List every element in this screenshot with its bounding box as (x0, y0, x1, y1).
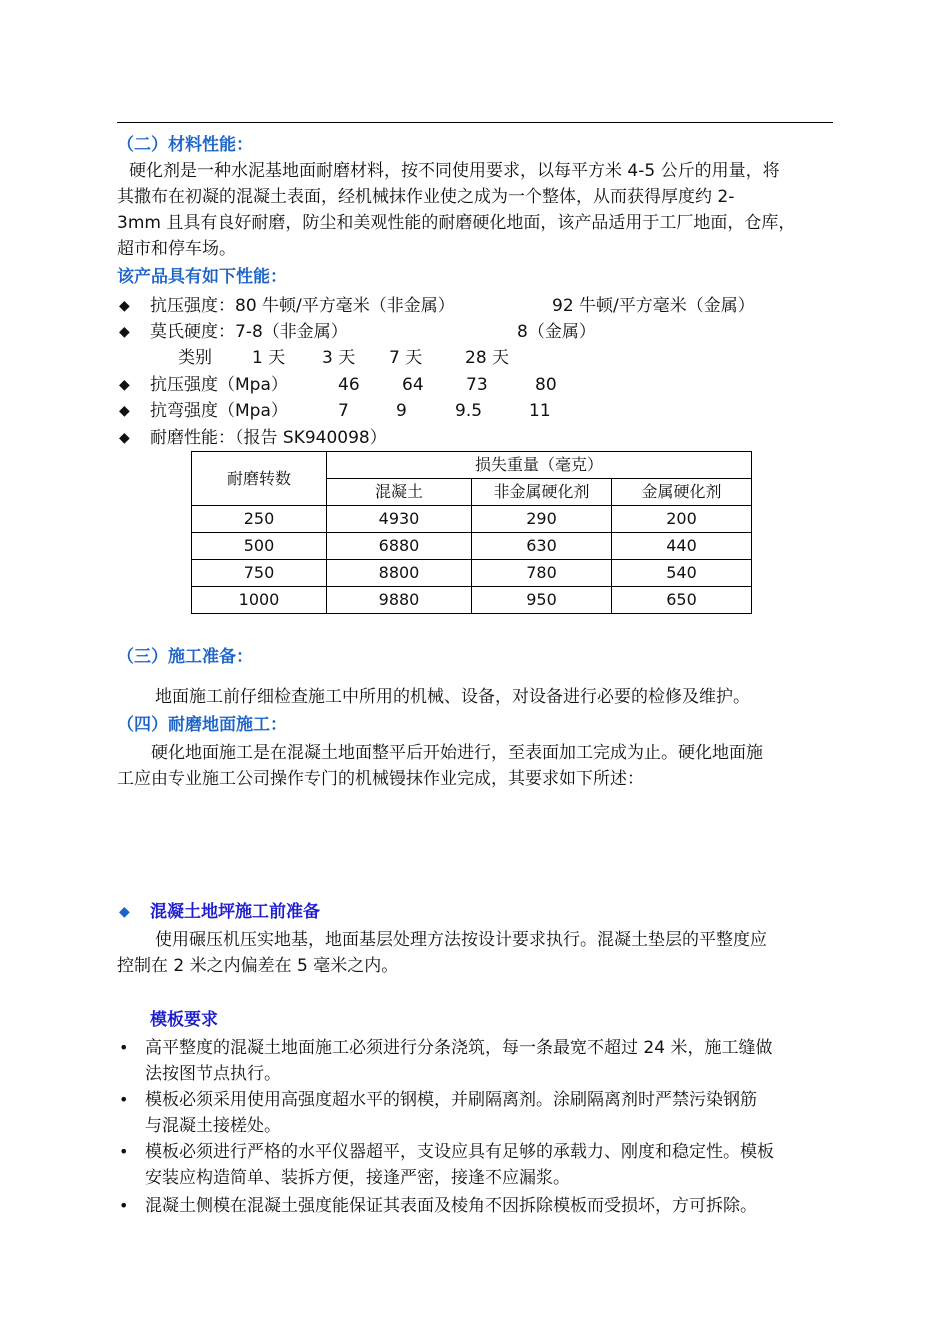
table-row (192, 506, 752, 533)
flexural-mpa-value: 11 (529, 401, 551, 421)
flexural-mpa-value: 7 (338, 401, 349, 421)
compressive-strength: 抗压强度：80 牛顿/平方毫米（非金属） (150, 296, 455, 316)
wear-loss-table (191, 451, 752, 614)
section4-line: 工应由专业施工公司操作专门的机械镘抹作业完成，其要求如下所述： (117, 769, 644, 789)
bullet-diamond-icon: ◆ (119, 904, 130, 920)
formwork-item-line: 法按图节点执行。 (145, 1064, 281, 1084)
age-day-28: 28 天 (465, 348, 510, 368)
intro-line: 超市和停车场。 (117, 239, 236, 259)
age-category-label: 类别 (178, 348, 212, 368)
col-header-concrete: 混凝土 (327, 479, 472, 506)
table-cell: 290 (472, 506, 612, 533)
table-cell: 9880 (327, 587, 472, 614)
performance-heading: 该产品具有如下性能： (117, 267, 287, 287)
table-cell: 780 (472, 560, 612, 587)
compressive-mpa-value: 80 (535, 375, 557, 395)
section2-heading: （二）材料性能： (117, 135, 253, 155)
bullet-dot-icon: • (119, 1038, 129, 1057)
section4-text (117, 740, 835, 792)
bullet-diamond-icon: ◆ (119, 403, 130, 419)
formwork-item-line: 安装应构造简单、装拆方便，接逢严密，接逢不应漏浆。 (145, 1168, 570, 1188)
age-day-3: 3 天 (322, 348, 356, 368)
bullet-dot-icon: • (119, 1196, 129, 1215)
compressive-mpa-label: 抗压强度（Mpa） (150, 375, 288, 395)
section3-heading: （三）施工准备： (117, 647, 253, 667)
table-cell: 950 (472, 587, 612, 614)
header-rule (117, 122, 833, 123)
table-cell: 500 (192, 533, 327, 560)
formwork-item-line: 模板必须进行严格的水平仪器超平，支设应具有足够的承载力、刚度和稳定性。模板 (145, 1142, 774, 1162)
bullet-diamond-icon: ◆ (119, 430, 130, 446)
col-header-metal: 金属硬化剂 (612, 479, 752, 506)
prep-text (117, 927, 835, 979)
bullet-dot-icon: • (119, 1142, 129, 1161)
table-cell: 8800 (327, 560, 472, 587)
table-row (192, 587, 752, 614)
prep-heading: 混凝土地坪施工前准备 (150, 902, 320, 922)
table-cell: 440 (612, 533, 752, 560)
bullet-diamond-icon: ◆ (119, 298, 130, 314)
formwork-item-line: 高平整度的混凝土地面施工必须进行分条浇筑，每一条最宽不超过 24 米，施工缝做 (145, 1038, 773, 1058)
compressive-mpa-value: 73 (466, 375, 488, 395)
mohs-hardness-metal: 8（金属） (517, 322, 596, 342)
col-header-nonmetal: 非金属硬化剂 (472, 479, 612, 506)
mohs-hardness: 莫氏硬度：7-8（非金属） (150, 322, 348, 342)
bullet-diamond-icon: ◆ (119, 324, 130, 340)
compressive-mpa-value: 64 (402, 375, 424, 395)
table-cell: 250 (192, 506, 327, 533)
bullet-dot-icon: • (119, 1090, 129, 1109)
wear-performance-label: 耐磨性能：（报告 SK940098） (150, 428, 387, 448)
section2-intro (117, 158, 835, 262)
section4-line: 硬化地面施工是在混凝土地面整平后开始进行，至表面加工完成为止。硬化地面施 (151, 743, 763, 763)
formwork-heading: 模板要求 (150, 1010, 218, 1030)
col-header-revolutions: 耐磨转数 (192, 452, 327, 506)
table-row (192, 533, 752, 560)
age-day-1: 1 天 (252, 348, 286, 368)
intro-line: 其撒布在初凝的混凝土表面，经机械抹作业使之成为一个整体，从而获得厚度约 2- (117, 187, 735, 207)
table-cell: 750 (192, 560, 327, 587)
table-cell: 4930 (327, 506, 472, 533)
compressive-strength-metal: 92 牛顿/平方毫米（金属） (552, 296, 755, 316)
table-cell: 650 (612, 587, 752, 614)
prep-line: 使用碾压机压实地基，地面基层处理方法按设计要求执行。混凝土垫层的平整度应 (155, 930, 767, 950)
intro-line: 3mm 且具有良好耐磨，防尘和美观性能的耐磨硬化地面，该产品适用于工厂地面，仓库， (117, 213, 796, 233)
compressive-mpa-value: 46 (338, 375, 360, 395)
table-cell: 200 (612, 506, 752, 533)
table-cell: 6880 (327, 533, 472, 560)
prep-line: 控制在 2 米之内偏差在 5 毫米之内。 (117, 956, 399, 976)
formwork-item-line: 模板必须采用使用高强度超水平的钢模，并刷隔离剂。涂刷隔离剂时严禁污染钢筋 (145, 1090, 757, 1110)
flexural-mpa-value: 9.5 (455, 401, 483, 421)
table-row (192, 560, 752, 587)
flexural-mpa-label: 抗弯强度（Mpa） (150, 401, 288, 421)
age-day-7: 7 天 (389, 348, 423, 368)
table-cell: 540 (612, 560, 752, 587)
table-cell: 630 (472, 533, 612, 560)
intro-line: 硬化剂是一种水泥基地面耐磨材料，按不同使用要求，以每平方米 4-5 公斤的用量，将 (129, 161, 780, 181)
bullet-diamond-icon: ◆ (119, 377, 130, 393)
section3-text: 地面施工前仔细检查施工中所用的机械、设备，对设备进行必要的检修及维护。 (155, 687, 750, 707)
col-group-weight-loss: 损失重量（毫克） (327, 452, 752, 479)
formwork-item-line: 与混凝土接槎处。 (145, 1116, 281, 1136)
table-cell: 1000 (192, 587, 327, 614)
flexural-mpa-value: 9 (396, 401, 407, 421)
section4-heading: （四）耐磨地面施工： (117, 715, 287, 735)
formwork-item-line: 混凝土侧模在混凝土强度能保证其表面及棱角不因拆除模板而受损坏，方可拆除。 (145, 1196, 757, 1216)
